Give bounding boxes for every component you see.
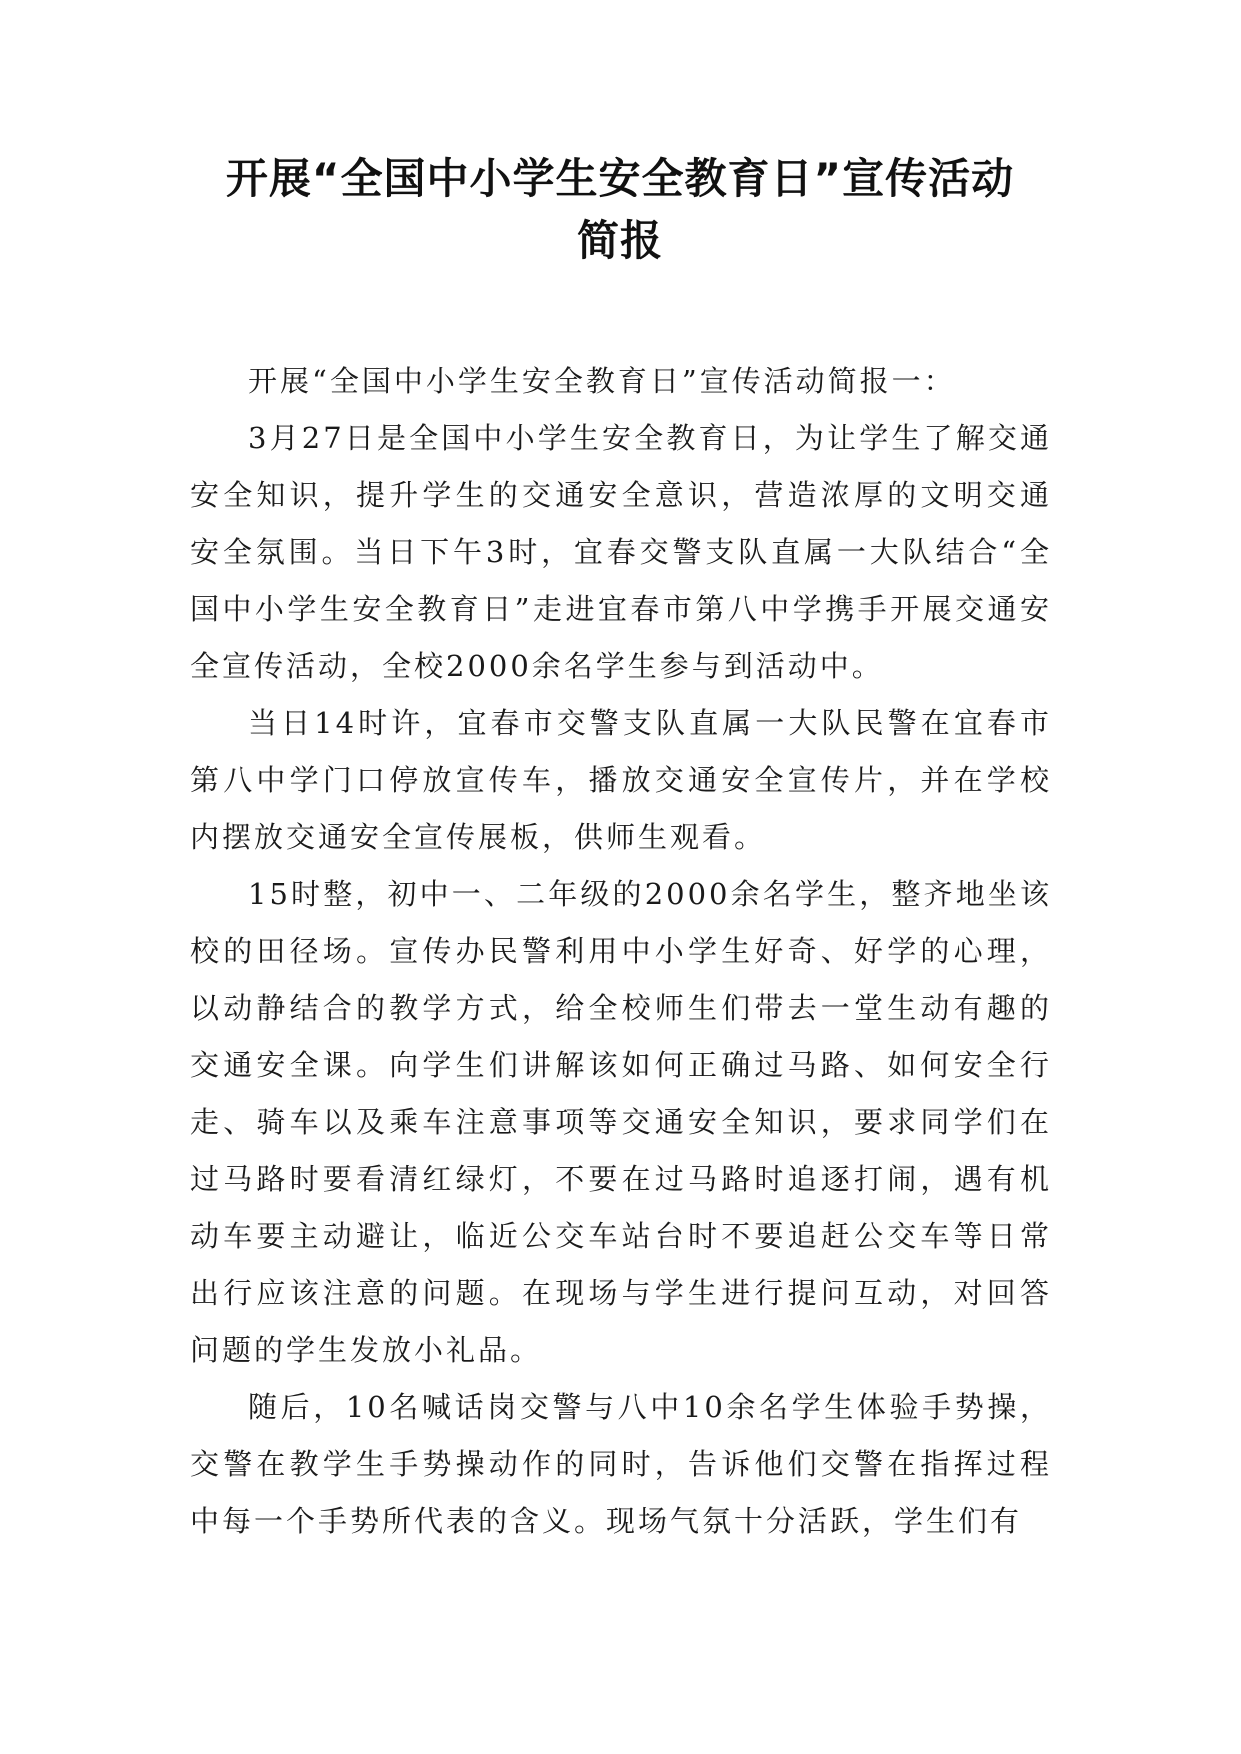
paragraph: 3月27日是全国中小学生安全教育日，为让学生了解交通安全知识，提升学生的交通安全意识，营造浓厚的文明交通安全氛围。当日下午3时，宜春交警支队直属一大队结合“全国中小学生安全教育日”走进宜春市第八中学携手开展交通安全宣传活动，全校2000余名学生参与到活动中。 (190, 421, 1052, 683)
document-title (140, 148, 1100, 272)
paragraph: 当日14时许，宜春市交警支队直属一大队民警在宜春市第八中学门口停放宣传车，播放交通安全宣传片，并在学校内摆放交通安全宣传展板，供师生观看。 (190, 706, 1052, 854)
paragraph-heading: 开展“全国中小学生安全教育日”宣传活动简报一： (248, 364, 956, 398)
title-line-2: 简报 (576, 216, 663, 265)
paragraph: 随后，10名喊话岗交警与八中10余名学生体验手势操，交警在教学生手势操动作的同时，告诉他们交警在指挥过程中每一个手势所代表的含义。现场气氛十分活跃，学生们有 (190, 1390, 1052, 1538)
document-body (190, 353, 1052, 1550)
paragraph: 15时整，初中一、二年级的2000余名学生，整齐地坐该校的田径场。宣传办民警利用中小学生好奇、好学的心理，以动静结合的教学方式，给全校师生们带去一堂生动有趣的交通安全课。向学生们讲解该如何正确过马路、如何安全行走、骑车以及乘车注意事项等交通安全知识，要求同学们在过马路时要看清红绿灯，不要在过马路时追逐打闹，遇有机动车要主动避让，临近公交车站台时不要追赶公交车等日常出行应该注意的问题。在现场与学生进行提问互动，对回答问题的学生发放小礼品。 (190, 877, 1052, 1367)
title-line-1: 开展“全国中小学生安全教育日”宣传活动 (225, 154, 1015, 203)
